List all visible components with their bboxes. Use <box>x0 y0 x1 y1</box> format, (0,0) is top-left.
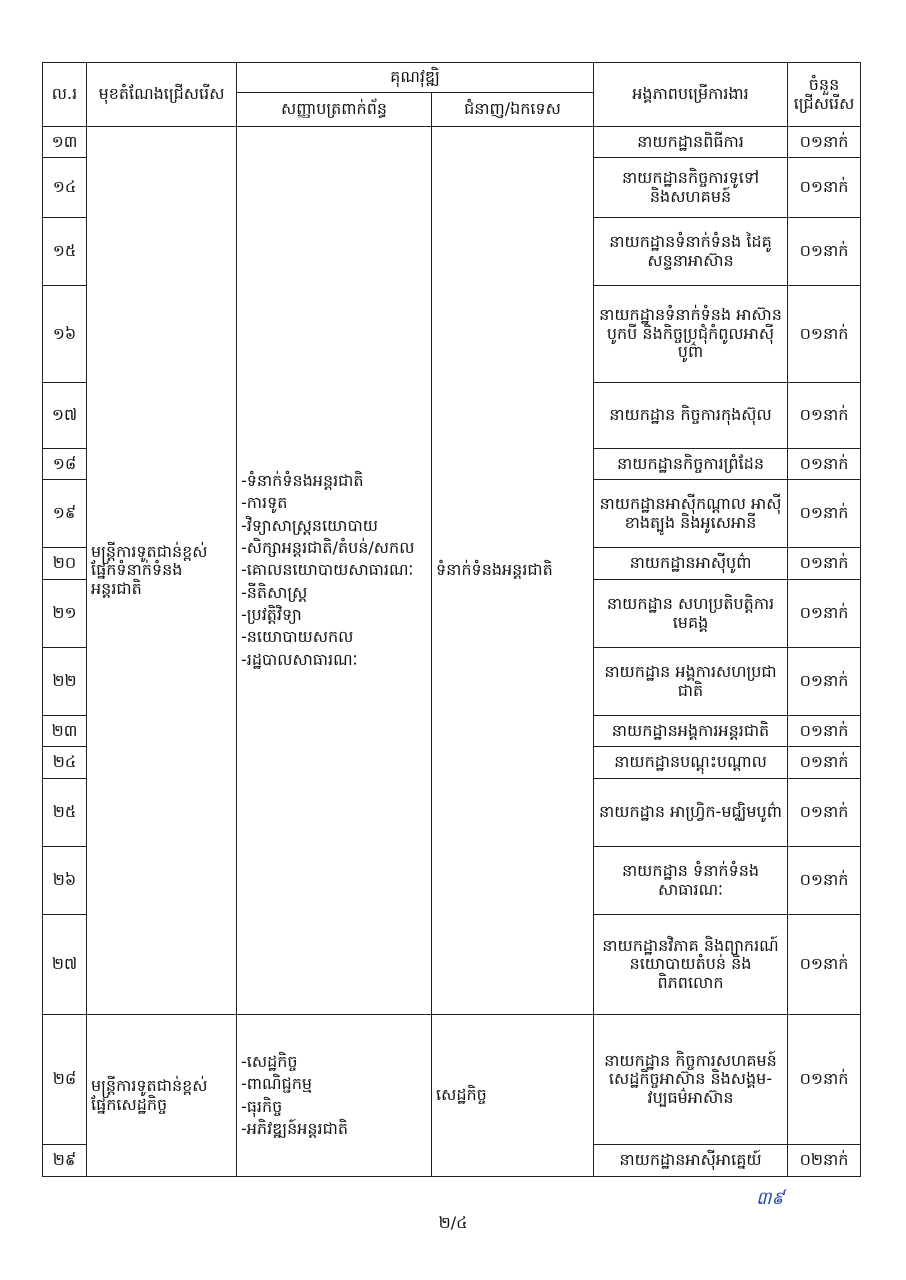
quantity-cell: ០១នាក់ <box>788 648 861 716</box>
row-number: ២៤ <box>43 747 87 779</box>
header-quantity <box>788 63 861 127</box>
row-number: ១៦ <box>43 286 87 383</box>
unit-cell: នាយកដ្ឋានកិច្ចការព្រំដែន <box>594 449 788 480</box>
row-number: ២២ <box>43 648 87 716</box>
row-number: ២១ <box>43 580 87 648</box>
table-row <box>43 127 861 158</box>
row-number: ២៣ <box>43 716 87 747</box>
unit-cell: នាយកដ្ឋាន កិច្ចការសហគមន៍ សេដ្ឋកិច្ចអាស៊ាន និងសង្គម-វប្បធម៌អាស៊ាន <box>594 1015 788 1145</box>
handwritten-page-mark: ៣៩ <box>756 1188 785 1209</box>
header-no: ល.រ <box>43 63 87 127</box>
degree-item: -សិក្សាអន្តរជាតិ/តំបន់/សកល <box>241 537 415 557</box>
quantity-cell: ០១នាក់ <box>788 480 861 548</box>
header-specialty: ជំនាញ/ឯកទេស <box>432 93 594 127</box>
degree-list <box>237 1015 432 1177</box>
position-cell: មន្ត្រីការទូតជាន់ខ្ពស់ ផ្នែកសេដ្ឋកិច្ច <box>87 1015 237 1177</box>
degree-item: -នយោបាយសកល <box>241 627 354 647</box>
row-number: ២៥ <box>43 779 87 847</box>
quantity-cell: ០១នាក់ <box>788 747 861 779</box>
quantity-cell: ០១នាក់ <box>788 449 861 480</box>
header-quantity-line1: ចំនួន <box>808 75 840 95</box>
quantity-cell: ០១នាក់ <box>788 383 861 449</box>
header-position: មុខតំណែងជ្រើសរើស <box>87 63 237 127</box>
degree-item: -អភិវឌ្ឍន៍អន្តរជាតិ <box>241 1118 349 1138</box>
unit-cell: នាយកដ្ឋាន ទំនាក់ទំនងសាធារណៈ <box>594 847 788 915</box>
unit-cell: នាយកដ្ឋានបណ្តុះបណ្តាល <box>594 747 788 779</box>
quantity-cell: ០១នាក់ <box>788 915 861 1015</box>
degree-item: -សេដ្ឋកិច្ច <box>241 1051 298 1071</box>
header-degree: សញ្ញាបត្រពាក់ព័ន្ធ <box>237 93 432 127</box>
degree-item: -ពាណិជ្ជកម្ម <box>241 1074 313 1094</box>
row-number: ២៧ <box>43 915 87 1015</box>
row-number: ២៨ <box>43 1015 87 1145</box>
unit-cell: នាយកដ្ឋានអាស៊ីកណ្តាល អាស៊ីខាងត្បូង និងអូសេអានី <box>594 480 788 548</box>
degree-item: -ធុរកិច្ច <box>241 1096 283 1116</box>
unit-cell: នាយកដ្ឋាន សហប្រតិបត្តិការមេគង្គ <box>594 580 788 648</box>
quantity-cell: ០១នាក់ <box>788 158 861 218</box>
degree-item: -ប្រវត្តិវិទ្យា <box>241 605 302 625</box>
quantity-cell: ០១នាក់ <box>788 127 861 158</box>
unit-cell: នាយកដ្ឋានវិភាគ និងព្យាករណ៍នយោបាយតំបន់ និងពិភពលោក <box>594 915 788 1015</box>
unit-cell: នាយកដ្ឋាន អាហ្វ្រិក-មជ្ឈិមបូព៌ា <box>594 779 788 847</box>
row-number: ១៨ <box>43 449 87 480</box>
unit-cell: នាយកដ្ឋាន កិច្ចការកុងស៊ុល <box>594 383 788 449</box>
quantity-cell: ០១នាក់ <box>788 580 861 648</box>
degree-item: -នីតិសាស្ត្រ <box>241 582 308 602</box>
quantity-cell: ០១នាក់ <box>788 779 861 847</box>
row-number: ២០ <box>43 548 87 580</box>
row-number: ១៩ <box>43 480 87 548</box>
specialty-cell: ទំនាក់ទំនងអន្តរជាតិ <box>432 127 594 1015</box>
row-number: ២៦ <box>43 847 87 915</box>
quantity-cell: ០១នាក់ <box>788 286 861 383</box>
unit-cell: នាយកដ្ឋាន អង្គការសហប្រជាជាតិ <box>594 648 788 716</box>
unit-cell: នាយកដ្ឋានអាស៊ីបូព៌ា <box>594 548 788 580</box>
row-number: ១៥ <box>43 218 87 286</box>
quantity-cell: ០២នាក់ <box>788 1145 861 1177</box>
row-number: ១៣ <box>43 127 87 158</box>
degree-item: -ទំនាក់ទំនងអន្តរជាតិ <box>241 470 364 490</box>
recruitment-table <box>42 62 861 1177</box>
unit-cell: នាយកដ្ឋានកិច្ចការទូទៅ និងសហគមន៍ <box>594 158 788 218</box>
unit-cell: នាយកដ្ឋានពិធីការ <box>594 127 788 158</box>
quantity-cell: ០១នាក់ <box>788 548 861 580</box>
position-cell: មន្ត្រីការទូតជាន់ខ្ពស់ ផ្នែកទំនាក់ទំនងអន្តរជាតិ <box>87 127 237 1015</box>
unit-cell: នាយកដ្ឋានទំនាក់ទំនង ដៃគូសន្ទនាអាស៊ាន <box>594 218 788 286</box>
row-number: ១៧ <box>43 383 87 449</box>
degree-list <box>237 127 432 1015</box>
unit-cell: នាយកដ្ឋានអង្គការអន្តរជាតិ <box>594 716 788 747</box>
degree-item: -រដ្ឋបាលសាធារណៈ <box>241 649 358 669</box>
header-unit: អង្គភាពបម្រើការងារ <box>594 63 788 127</box>
degree-item: -ការទូត <box>241 493 288 513</box>
page-number: ២/៤ <box>438 1213 468 1232</box>
quantity-cell: ០១នាក់ <box>788 847 861 915</box>
header-qualification: គុណវុឌ្ឍិ <box>237 63 594 93</box>
row-number: ១៤ <box>43 158 87 218</box>
quantity-cell: ០១នាក់ <box>788 1015 861 1145</box>
unit-cell: នាយកដ្ឋានអាស៊ីអាគ្នេយ៍ <box>594 1145 788 1177</box>
degree-item: -គោលនយោបាយសាធារណៈ <box>241 560 414 580</box>
quantity-cell: ០១នាក់ <box>788 716 861 747</box>
table-row <box>43 1015 861 1145</box>
specialty-cell: សេដ្ឋកិច្ច <box>432 1015 594 1177</box>
quantity-cell: ០១នាក់ <box>788 218 861 286</box>
degree-item: -វិទ្យាសាស្ត្រនយោបាយ <box>241 515 378 535</box>
unit-cell: នាយកដ្ឋានទំនាក់ទំនង អាស៊ានបូកបី និងកិច្ចប្រជុំកំពូលអាស៊ីបូព៌ា <box>594 286 788 383</box>
header-quantity-line2: ជ្រើសរើស <box>793 93 855 113</box>
row-number: ២៩ <box>43 1145 87 1177</box>
